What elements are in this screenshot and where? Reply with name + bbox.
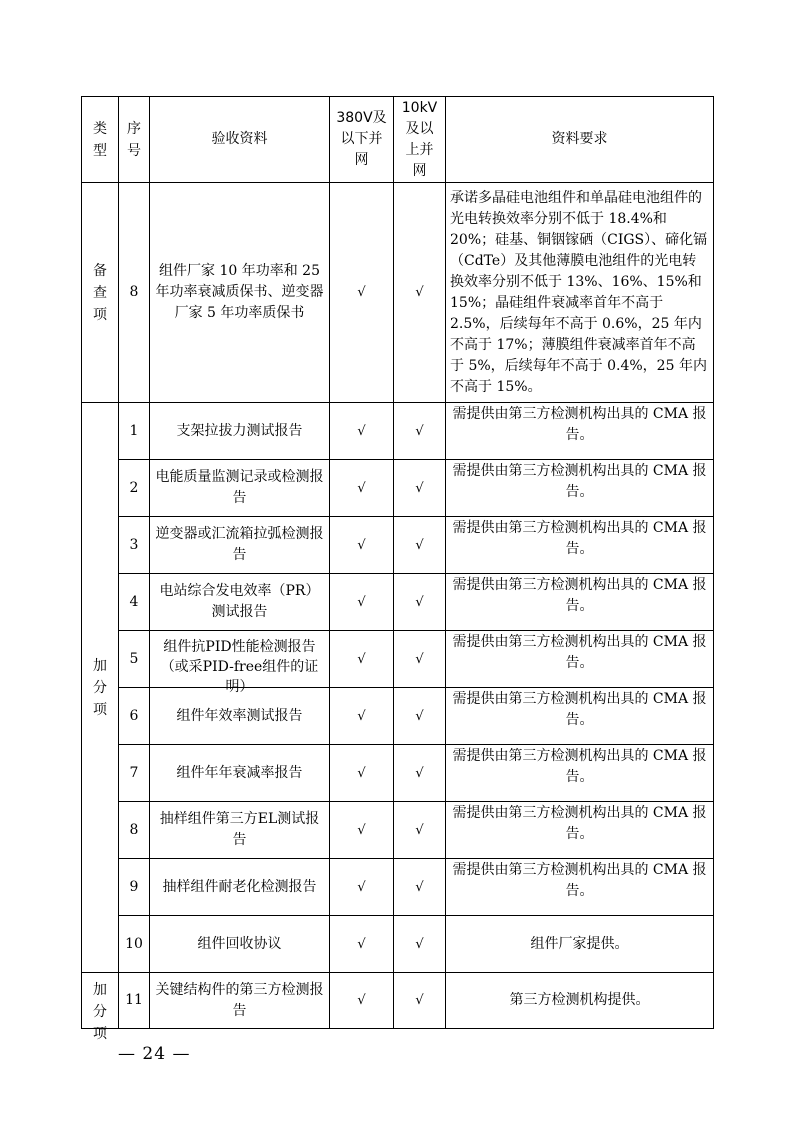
- check-10kv: √: [394, 688, 446, 745]
- table-row: [82, 183, 714, 403]
- table-row: [82, 517, 714, 574]
- row-number: 5: [119, 631, 150, 688]
- section-bonus-continued: 加分项: [82, 973, 119, 1029]
- row-doc-name: 电站综合发电效率（PR）测试报告: [150, 574, 330, 631]
- row-number: 8: [119, 802, 150, 859]
- check-380v: √: [330, 973, 394, 1029]
- row-number: 9: [119, 859, 150, 916]
- section-backup: 备查项: [82, 183, 119, 403]
- table-row: [82, 802, 714, 859]
- check-10kv: √: [394, 631, 446, 688]
- row-requirement: 需提供由第三方检测机构出具的 CMA 报告。: [446, 517, 714, 574]
- check-10kv: √: [394, 183, 446, 403]
- check-10kv: √: [394, 973, 446, 1029]
- check-380v: √: [330, 460, 394, 517]
- header-req: 资料要求: [446, 97, 714, 183]
- check-380v: √: [330, 688, 394, 745]
- check-380v: √: [330, 745, 394, 802]
- row-requirement: 承诺多晶硅电池组件和单晶硅电池组件的光电转换效率分别不低于 18.4%和 20%；硅基、铜铟镓硒（CIGS）、碲化镉（CdTe）及其他薄膜电池组件的光电转换效率分别不低于 13%、16%、15%和 15%；晶硅组件衰减率首年不高于 2.5%，后续每年不高于 0.6%，25 年内不高于 17%；薄膜组件衰减率首年不高于 5%，后续每年不高于 0.4%，25 年内不高于 15%。: [446, 183, 714, 403]
- header-type: 类型: [82, 97, 119, 183]
- row-doc-name: 组件厂家 10 年功率和 25 年功率衰减质保书、逆变器厂家 5 年功率质保书: [150, 183, 330, 403]
- table-row: [82, 403, 714, 460]
- section-bonus: 加分项: [82, 403, 119, 973]
- row-doc-name: 电能质量监测记录或检测报告: [150, 460, 330, 517]
- row-requirement: 需提供由第三方检测机构出具的 CMA 报告。: [446, 802, 714, 859]
- check-10kv: √: [394, 802, 446, 859]
- row-requirement: 需提供由第三方检测机构出具的 CMA 报告。: [446, 460, 714, 517]
- row-requirement: 需提供由第三方检测机构出具的 CMA 报告。: [446, 574, 714, 631]
- check-380v: √: [330, 574, 394, 631]
- check-10kv: √: [394, 859, 446, 916]
- check-380v: √: [330, 916, 394, 973]
- check-10kv: √: [394, 460, 446, 517]
- row-number: 3: [119, 517, 150, 574]
- header-doc: 验收资料: [150, 97, 330, 183]
- row-number: 11: [119, 973, 150, 1029]
- check-380v: √: [330, 859, 394, 916]
- check-380v: √: [330, 183, 394, 403]
- row-doc-name: 支架拉拔力测试报告: [150, 403, 330, 460]
- row-requirement: 第三方检测机构提供。: [446, 973, 714, 1029]
- row-requirement: 需提供由第三方检测机构出具的 CMA 报告。: [446, 745, 714, 802]
- row-requirement: 需提供由第三方检测机构出具的 CMA 报告。: [446, 859, 714, 916]
- row-number: 1: [119, 403, 150, 460]
- check-10kv: √: [394, 517, 446, 574]
- row-doc-name: 抽样组件第三方EL测试报告: [150, 802, 330, 859]
- table-row: [82, 859, 714, 916]
- row-requirement: 需提供由第三方检测机构出具的 CMA 报告。: [446, 403, 714, 460]
- check-380v: √: [330, 631, 394, 688]
- check-10kv: √: [394, 403, 446, 460]
- row-number: 6: [119, 688, 150, 745]
- page-number: — 24 —: [118, 1044, 191, 1064]
- table-row: [82, 973, 714, 1029]
- table-row: [82, 631, 714, 688]
- table-row: [82, 460, 714, 517]
- row-requirement: 需提供由第三方检测机构出具的 CMA 报告。: [446, 688, 714, 745]
- header-380v: 380V及以下并网: [330, 97, 394, 183]
- row-doc-name: 组件回收协议: [150, 916, 330, 973]
- row-number: 10: [119, 916, 150, 973]
- row-doc-name: 抽样组件耐老化检测报告: [150, 859, 330, 916]
- row-number: 4: [119, 574, 150, 631]
- row-doc-name: 逆变器或汇流箱拉弧检测报告: [150, 517, 330, 574]
- row-number: 7: [119, 745, 150, 802]
- row-requirement: 需提供由第三方检测机构出具的 CMA 报告。: [446, 631, 714, 688]
- table-row: [82, 916, 714, 973]
- header-seq: 序号: [119, 97, 150, 183]
- check-10kv: √: [394, 916, 446, 973]
- row-doc-name: 关键结构件的第三方检测报告: [150, 973, 330, 1029]
- check-380v: √: [330, 517, 394, 574]
- row-number: 8: [119, 183, 150, 403]
- table-row: [82, 745, 714, 802]
- acceptance-documents-table: [81, 96, 714, 1042]
- check-10kv: √: [394, 745, 446, 802]
- table-row: [82, 574, 714, 631]
- row-requirement: 组件厂家提供。: [446, 916, 714, 973]
- header-10kv: 10kV及以上并网: [394, 97, 446, 183]
- row-number: 2: [119, 460, 150, 517]
- table-header-row: [82, 97, 714, 183]
- row-doc-name: 组件年效率测试报告: [150, 688, 330, 745]
- check-380v: √: [330, 403, 394, 460]
- check-380v: √: [330, 802, 394, 859]
- check-10kv: √: [394, 574, 446, 631]
- row-doc-name: 组件年年衰减率报告: [150, 745, 330, 802]
- row-doc-name: 组件抗PID性能检测报告（或采PID-free组件的证明）: [150, 631, 330, 688]
- table-row: [82, 688, 714, 745]
